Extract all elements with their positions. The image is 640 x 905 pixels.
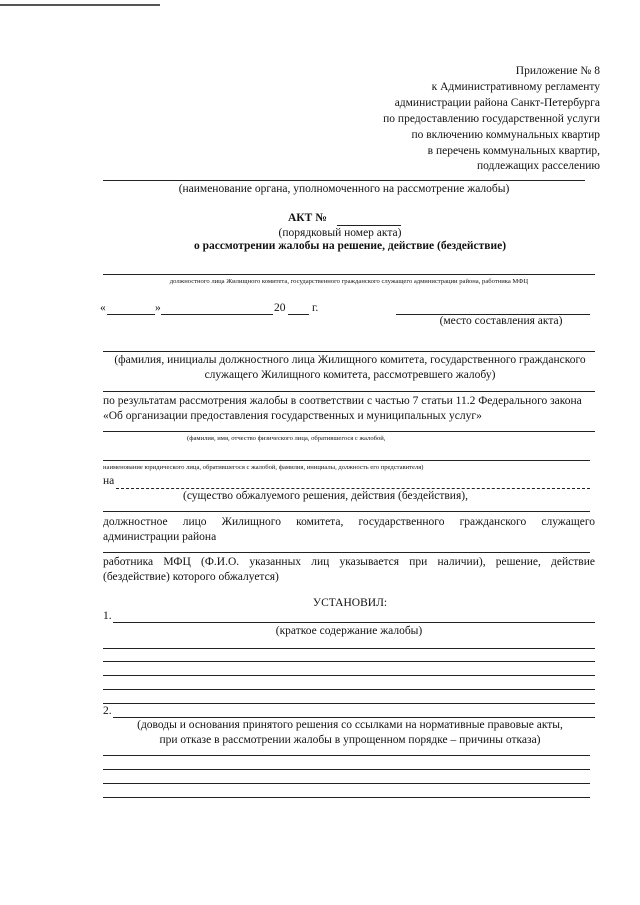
- item-2-blank-1: [103, 755, 590, 756]
- appendix-line-7: подлежащих расселению: [476, 160, 600, 172]
- item-2-blank-2: [103, 769, 590, 770]
- worker-text-1: работника МФЦ (Ф.И.О. указанных лиц указывается при наличии), решение, действие: [103, 556, 595, 568]
- date-open-quote: «: [100, 302, 106, 314]
- date-day-line: [107, 314, 155, 315]
- date-year-prefix: 20: [274, 302, 286, 314]
- scan-edge-line: [0, 4, 160, 6]
- item-2-number: 2.: [103, 705, 112, 717]
- legal-caption: наименование юридического лица, обратившегося с жалобой, фамилия, инициалы, должность его представителя): [103, 464, 424, 471]
- official-caption: должностного лица Жилищного комитета, государственного гражданского служащего администрации района, работника МФЦ: [169, 278, 529, 285]
- appendix-line-4: по предоставлению государственной услуги: [383, 113, 600, 125]
- item-1-blank-3: [103, 675, 595, 676]
- essence-caption: (существо обжалуемого решения, действия (бездействия),: [183, 490, 468, 502]
- results-top-line: [103, 391, 595, 392]
- worker-text-2: (бездействие) которого обжалуется): [103, 571, 279, 583]
- date-year-line: [288, 314, 309, 315]
- official-line: [103, 274, 595, 275]
- item-2-caption-2: при отказе в рассмотрении жалобы в упрощенном порядке – причины отказа): [159, 734, 541, 746]
- results-text-1: по результатам рассмотрения жалобы в соответствии с частью 7 статьи 11.2 Федерального закона: [103, 395, 582, 407]
- official-text-1: должностное лицо Жилищного комитета, государственного гражданского служащего: [103, 516, 595, 528]
- act-number-line: [337, 225, 401, 226]
- reviewer-line: [103, 351, 595, 352]
- results-text-2: «Об организации предоставления государственных и муниципальных услуг»: [103, 410, 482, 422]
- worker-line: [103, 552, 590, 553]
- item-1-blank-5: [103, 703, 595, 704]
- item-1-blank-4: [103, 689, 595, 690]
- date-close-quote: »: [155, 302, 161, 314]
- act-title: АКТ №: [288, 212, 327, 224]
- appendix-line-1: Приложение № 8: [515, 65, 600, 77]
- item-1-blank-2: [103, 661, 595, 662]
- item-1-caption: (краткое содержание жалобы): [275, 625, 423, 637]
- item-2-line: [113, 717, 595, 718]
- on-label: на: [103, 475, 115, 487]
- legal-line: [103, 460, 590, 461]
- item-1-blank-1: [103, 648, 595, 649]
- item-2-blank-4: [103, 797, 590, 798]
- appendix-line-5: по включению коммунальных квартир: [411, 129, 600, 141]
- reviewer-caption-2: служащего Жилищного комитета, рассмотревшего жалобу): [204, 369, 496, 381]
- essence-line: [103, 511, 590, 512]
- act-number-caption: (порядковый номер акта): [278, 227, 402, 239]
- date-month-line: [161, 314, 273, 315]
- item-2-blank-3: [103, 783, 590, 784]
- organ-line: [103, 180, 585, 181]
- item-2-caption-1: (доводы и основания принятого решения со ссылками на нормативные правовые акты,: [137, 719, 563, 731]
- item-1-line: [113, 622, 595, 623]
- person-line: [103, 431, 595, 432]
- date-year-suffix: г.: [312, 302, 319, 314]
- appendix-line-3: администрации района Санкт-Петербурга: [394, 97, 600, 109]
- item-1-number: 1.: [103, 610, 112, 622]
- on-line: [116, 488, 590, 489]
- organ-caption: (наименование органа, уполномоченного на рассмотрение жалобы): [178, 183, 510, 195]
- place-caption: (место составления акта): [439, 315, 563, 327]
- person-caption: (фамилия, имя, отчество физического лица, обратившегося с жалобой,: [187, 435, 386, 442]
- established-heading: УСТАНОВИЛ:: [312, 597, 388, 609]
- act-subject: о рассмотрении жалобы на решение, действие (бездействие): [193, 240, 507, 252]
- reviewer-caption-1: (фамилия, инициалы должностного лица Жилищного комитета, государственного гражданского: [114, 354, 586, 366]
- official-text-2: администрации района: [103, 531, 217, 543]
- appendix-line-2: к Административному регламенту: [431, 81, 600, 93]
- appendix-line-6: в перечень коммунальных квартир,: [427, 145, 600, 157]
